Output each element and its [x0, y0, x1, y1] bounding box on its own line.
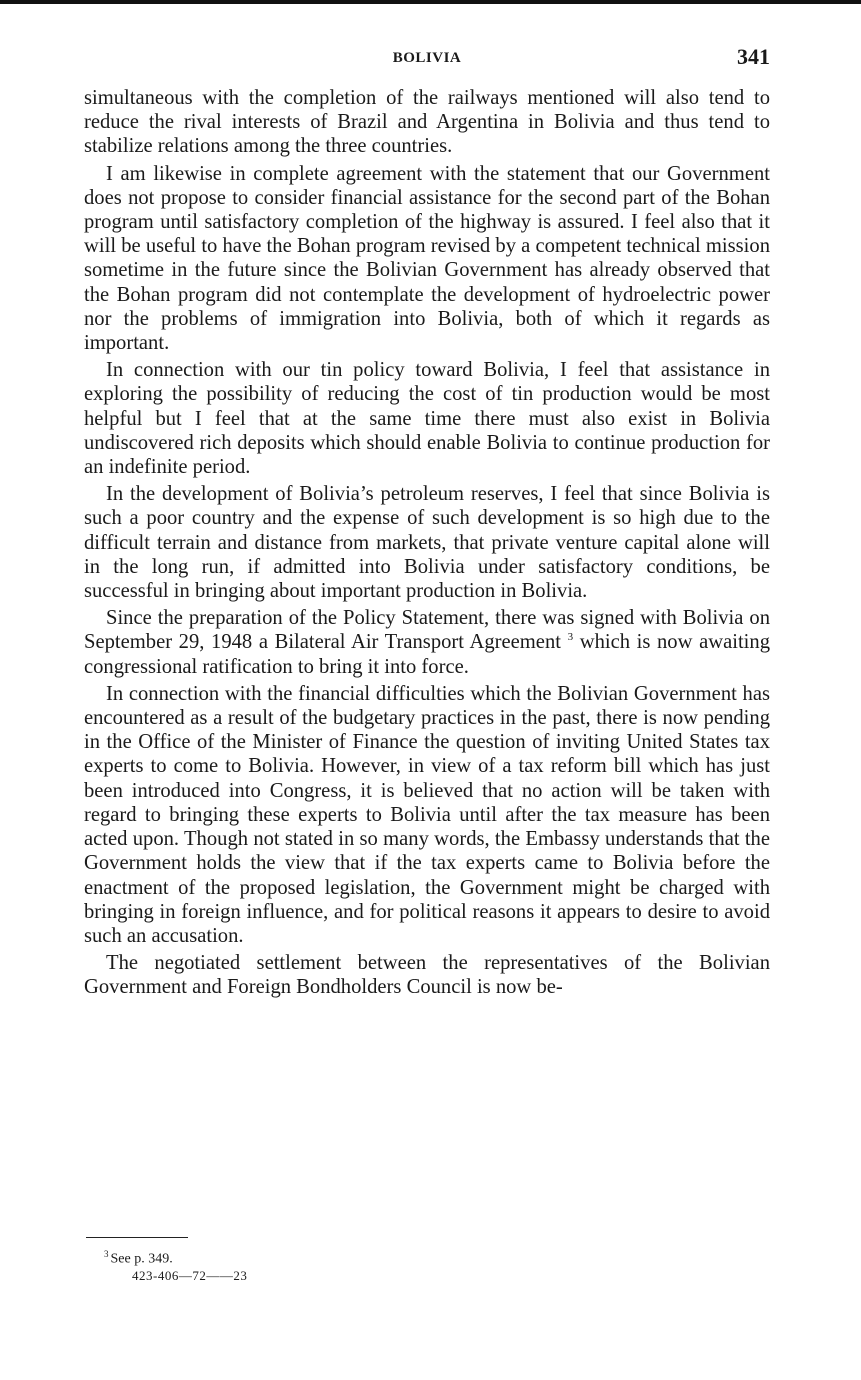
paragraph-bondholders: The negotiated settlement between the representatives of the Bolivian Government and Foreign Bondholders Council is now be- [84, 952, 770, 999]
paragraph-air-transport [84, 606, 770, 679]
running-head [84, 44, 770, 74]
running-title: BOLIVIA [392, 50, 462, 66]
paragraph-petroleum: In the development of Bolivia’s petroleum reserves, I feel that since Bolivia is such a poor country and the expense of such development is so high due to the difficult terrain and distance from markets, that private venture capital alone will in the long run, if admitted into Bolivia under satisfactory conditions, be successful in bringing about important production in Bolivia. [84, 483, 770, 603]
paragraph-tax-experts: In connection with the financial difficulties which the Bolivian Government has encountered as a result of the budgetary practices in the past, there is now pending in the Office of the Minister of Finance the question of inviting United States tax experts to come to Bolivia. However, in view of a tax reform bill which has just been introduced into Congress, it is believed that no action will be taken with regard to bringing these experts to Bolivia until after the tax measure has been acted upon. Though not stated in so many words, the Embassy understands that the Government holds the view that if the tax experts came to Bolivia before the enactment of the proposed legislation, the Government might be charged with bringing in foreign influence, and for political reasons it appears to desire to avoid such an accusation. [84, 682, 770, 947]
top-border-rule [0, 0, 861, 4]
footnote-marker: 3 [104, 1249, 109, 1259]
footnote-rule [86, 1237, 188, 1238]
footnote [104, 1245, 173, 1269]
page-number: 341 [737, 44, 770, 69]
print-code: 423-406—72——23 [132, 1268, 248, 1283]
footnote-text: See p. 349. [110, 1251, 173, 1267]
air-text-before: Since the preparation of the Policy Statement, there was signed with Bolivia on September 29, 1948 a Bilateral Air Transport Agreement [84, 607, 770, 654]
paragraph-tin-policy: In connection with our tin policy toward Bolivia, I feel that assistance in exploring the possibility of reducing the cost of tin production would be most helpful but I feel that at the same time there must also exist in Bolivia undiscovered rich deposits which should enable Bolivia to continue production for an indefinite period. [84, 359, 770, 479]
air-text-after: which is now awaiting congressional ratification to bring it into force. [84, 631, 770, 678]
body-text [84, 86, 770, 1003]
footnote-reference: 3 [567, 631, 574, 644]
paragraph-bohan-program: I am likewise in complete agreement with the statement that our Government does not propose to consider financial assistance for the second part of the Bohan program until satisfactory completion of the highway is assured. I feel also that it will be useful to have the Bohan program revised by a competent technical mission sometime in the future since the Bolivian Government has already observed that the Bohan program did not contemplate the development of hydroelectric power nor the problems of immigration into Bolivia, both of which it regards as important. [84, 162, 770, 355]
paragraph-railways: simultaneous with the completion of the railways mentioned will also tend to reduce the rival interests of Brazil and Argentina in Bolivia and thus tend to stabilize relations among the three countries. [84, 87, 770, 158]
